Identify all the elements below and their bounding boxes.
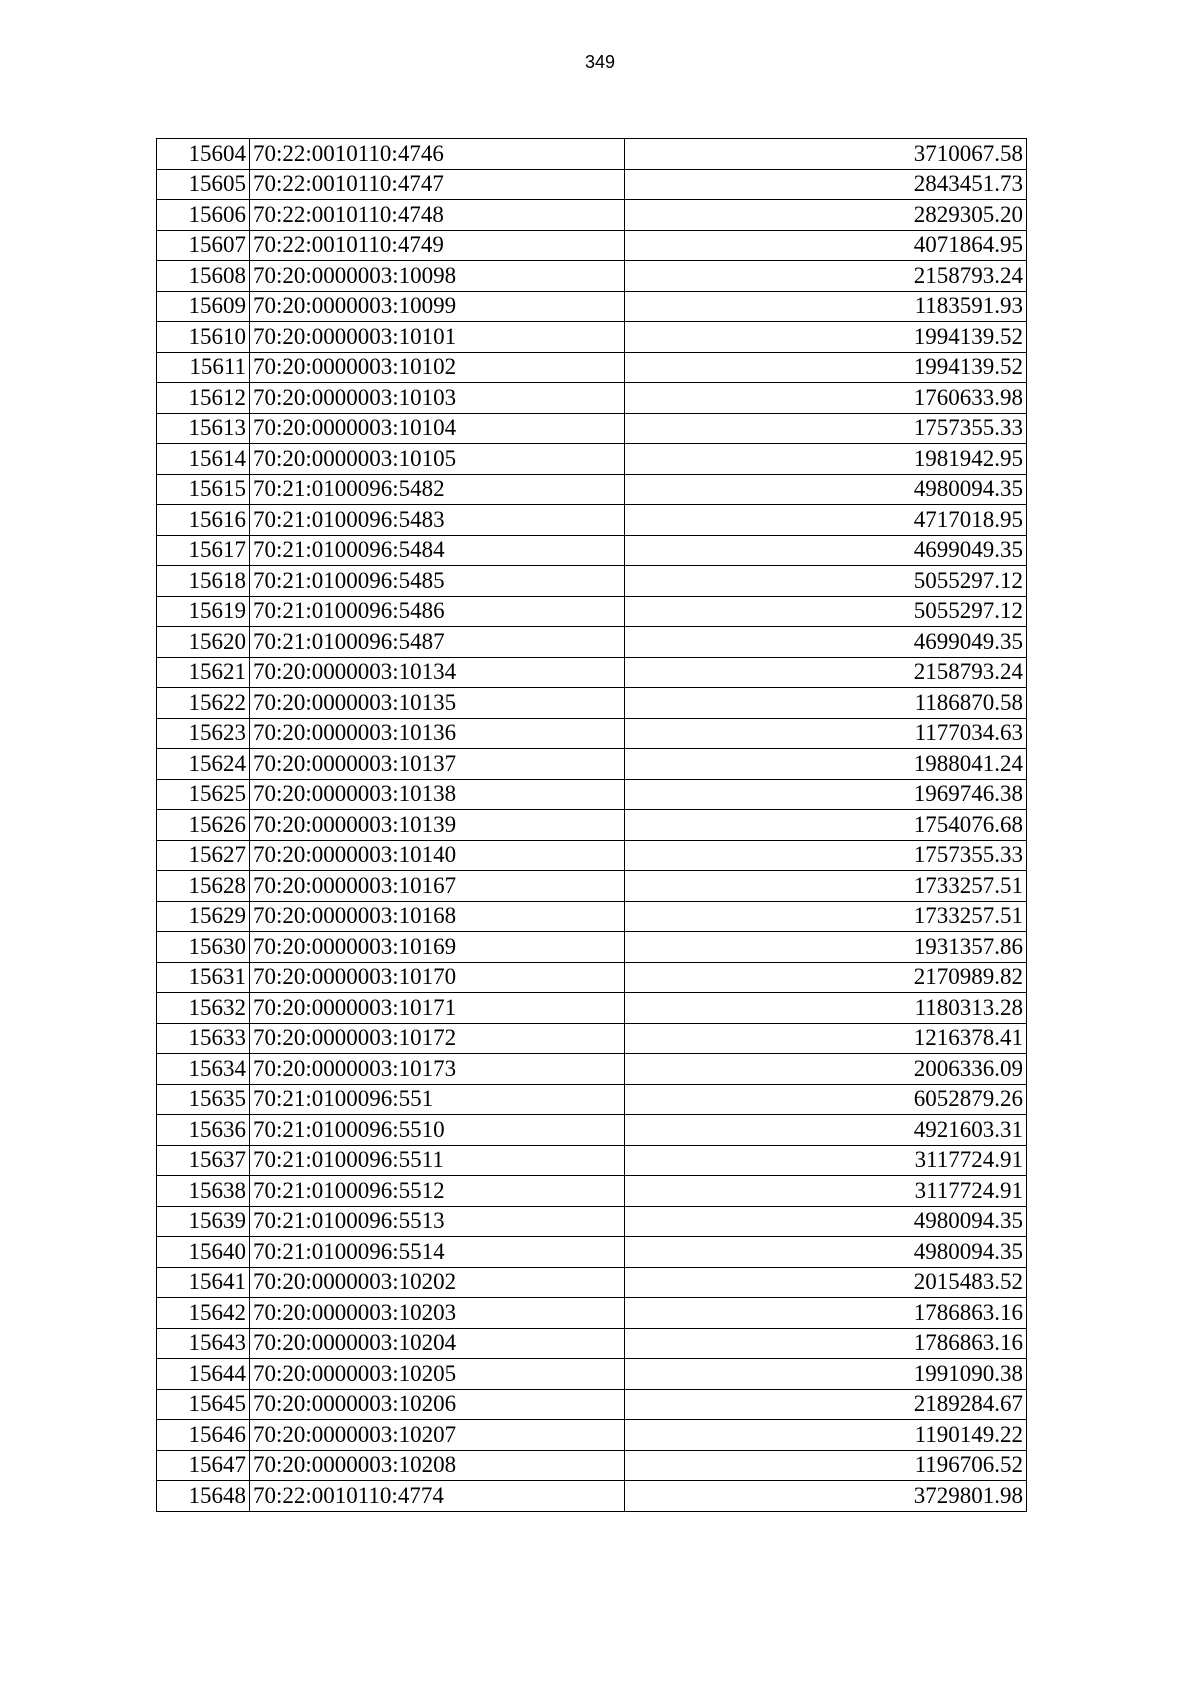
cadastral-number-cell: 70:21:0100096:5511: [250, 1145, 625, 1176]
cadastral-number-cell: 70:20:0000003:10138: [250, 779, 625, 810]
cadastral-value-cell: 1786863.16: [625, 1328, 1027, 1359]
row-number-cell: 15631: [157, 962, 250, 993]
cadastral-number-cell: 70:22:0010110:4774: [250, 1481, 625, 1512]
table-row: [157, 1206, 1027, 1237]
row-number-cell: 15628: [157, 871, 250, 902]
cadastral-number-cell: 70:20:0000003:10139: [250, 810, 625, 841]
table-row: [157, 261, 1027, 292]
table-row: [157, 688, 1027, 719]
row-number-cell: 15616: [157, 505, 250, 536]
table-row: [157, 1267, 1027, 1298]
cadastral-value-cell: 4980094.35: [625, 1206, 1027, 1237]
row-number-cell: 15635: [157, 1084, 250, 1115]
table-row: [157, 1450, 1027, 1481]
row-number-cell: 15621: [157, 657, 250, 688]
cadastral-value-cell: 1180313.28: [625, 993, 1027, 1024]
row-number-cell: 15643: [157, 1328, 250, 1359]
table-row: [157, 200, 1027, 231]
cadastral-number-cell: 70:22:0010110:4746: [250, 139, 625, 170]
cadastral-number-cell: 70:21:0100096:5513: [250, 1206, 625, 1237]
table-row: [157, 749, 1027, 780]
cadastral-value-cell: 1733257.51: [625, 871, 1027, 902]
row-number-cell: 15645: [157, 1389, 250, 1420]
row-number-cell: 15629: [157, 901, 250, 932]
cadastral-value-cell: 1969746.38: [625, 779, 1027, 810]
table-row: [157, 840, 1027, 871]
table-row: [157, 1054, 1027, 1085]
row-number-cell: 15614: [157, 444, 250, 475]
table-row: [157, 505, 1027, 536]
row-number-cell: 15606: [157, 200, 250, 231]
cadastral-value-cell: 4717018.95: [625, 505, 1027, 536]
row-number-cell: 15636: [157, 1115, 250, 1146]
row-number-cell: 15620: [157, 627, 250, 658]
cadastral-value-cell: 1733257.51: [625, 901, 1027, 932]
cadastral-number-cell: 70:20:0000003:10206: [250, 1389, 625, 1420]
cadastral-number-cell: 70:20:0000003:10103: [250, 383, 625, 414]
cadastral-number-cell: 70:20:0000003:10167: [250, 871, 625, 902]
cadastral-number-cell: 70:20:0000003:10101: [250, 322, 625, 353]
cadastral-value-cell: 3117724.91: [625, 1176, 1027, 1207]
row-number-cell: 15622: [157, 688, 250, 719]
cadastral-value-cell: 2829305.20: [625, 200, 1027, 231]
table-row: [157, 901, 1027, 932]
row-number-cell: 15624: [157, 749, 250, 780]
row-number-cell: 15623: [157, 718, 250, 749]
cadastral-number-cell: 70:20:0000003:10098: [250, 261, 625, 292]
cadastral-number-cell: 70:20:0000003:10137: [250, 749, 625, 780]
cadastral-number-cell: 70:20:0000003:10099: [250, 291, 625, 322]
row-number-cell: 15640: [157, 1237, 250, 1268]
cadastral-value-cell: 2843451.73: [625, 169, 1027, 200]
table-row: [157, 657, 1027, 688]
cadastral-number-cell: 70:21:0100096:5512: [250, 1176, 625, 1207]
table-row: [157, 1176, 1027, 1207]
row-number-cell: 15626: [157, 810, 250, 841]
table-row: [157, 322, 1027, 353]
table-row: [157, 1084, 1027, 1115]
cadastral-value-cell: 3729801.98: [625, 1481, 1027, 1512]
cadastral-value-cell: 1760633.98: [625, 383, 1027, 414]
cadastral-number-cell: 70:20:0000003:10202: [250, 1267, 625, 1298]
table-row: [157, 1298, 1027, 1329]
cadastral-number-cell: 70:20:0000003:10102: [250, 352, 625, 383]
table-row: [157, 779, 1027, 810]
table-row: [157, 962, 1027, 993]
row-number-cell: 15630: [157, 932, 250, 963]
cadastral-value-cell: 2170989.82: [625, 962, 1027, 993]
cadastral-number-cell: 70:21:0100096:5482: [250, 474, 625, 505]
cadastral-number-cell: 70:21:0100096:5483: [250, 505, 625, 536]
cadastral-value-table: [156, 138, 1027, 1512]
row-number-cell: 15642: [157, 1298, 250, 1329]
cadastral-number-cell: 70:21:0100096:5486: [250, 596, 625, 627]
cadastral-value-cell: 1754076.68: [625, 810, 1027, 841]
cadastral-number-cell: 70:20:0000003:10203: [250, 1298, 625, 1329]
cadastral-number-cell: 70:20:0000003:10208: [250, 1450, 625, 1481]
cadastral-value-cell: 1186870.58: [625, 688, 1027, 719]
cadastral-number-cell: 70:21:0100096:5485: [250, 566, 625, 597]
cadastral-value-cell: 4980094.35: [625, 1237, 1027, 1268]
page-number: 349: [584, 52, 616, 72]
cadastral-number-cell: 70:20:0000003:10205: [250, 1359, 625, 1390]
row-number-cell: 15610: [157, 322, 250, 353]
cadastral-number-cell: 70:21:0100096:5484: [250, 535, 625, 566]
table-row: [157, 230, 1027, 261]
cadastral-number-cell: 70:20:0000003:10168: [250, 901, 625, 932]
cadastral-number-cell: 70:20:0000003:10105: [250, 444, 625, 475]
table-row: [157, 596, 1027, 627]
cadastral-value-cell: 5055297.12: [625, 566, 1027, 597]
table-row: [157, 627, 1027, 658]
table-row: [157, 1115, 1027, 1146]
row-number-cell: 15641: [157, 1267, 250, 1298]
cadastral-number-cell: 70:22:0010110:4747: [250, 169, 625, 200]
table-row: [157, 1359, 1027, 1390]
cadastral-number-cell: 70:20:0000003:10207: [250, 1420, 625, 1451]
table-row: [157, 871, 1027, 902]
table-row: [157, 169, 1027, 200]
cadastral-value-cell: 4699049.35: [625, 535, 1027, 566]
cadastral-value-cell: 1190149.22: [625, 1420, 1027, 1451]
row-number-cell: 15632: [157, 993, 250, 1024]
table-row: [157, 810, 1027, 841]
cadastral-number-cell: 70:20:0000003:10169: [250, 932, 625, 963]
table-row: [157, 139, 1027, 170]
row-number-cell: 15647: [157, 1450, 250, 1481]
cadastral-number-cell: 70:20:0000003:10170: [250, 962, 625, 993]
cadastral-value-cell: 1991090.38: [625, 1359, 1027, 1390]
cadastral-number-cell: 70:20:0000003:10173: [250, 1054, 625, 1085]
cadastral-number-cell: 70:20:0000003:10135: [250, 688, 625, 719]
cadastral-value-cell: 3710067.58: [625, 139, 1027, 170]
table-row: [157, 474, 1027, 505]
row-number-cell: 15625: [157, 779, 250, 810]
cadastral-number-cell: 70:21:0100096:5514: [250, 1237, 625, 1268]
cadastral-value-cell: 3117724.91: [625, 1145, 1027, 1176]
cadastral-number-cell: 70:22:0010110:4749: [250, 230, 625, 261]
cadastral-value-cell: 1757355.33: [625, 413, 1027, 444]
table-row: [157, 718, 1027, 749]
cadastral-number-cell: 70:20:0000003:10134: [250, 657, 625, 688]
cadastral-value-cell: 6052879.26: [625, 1084, 1027, 1115]
table-row: [157, 291, 1027, 322]
table-row: [157, 1420, 1027, 1451]
table-row: [157, 932, 1027, 963]
cadastral-value-cell: 1183591.93: [625, 291, 1027, 322]
table-row: [157, 444, 1027, 475]
cadastral-value-cell: 1981942.95: [625, 444, 1027, 475]
table-row: [157, 383, 1027, 414]
table-row: [157, 1389, 1027, 1420]
row-number-cell: 15639: [157, 1206, 250, 1237]
cadastral-value-cell: 4921603.31: [625, 1115, 1027, 1146]
row-number-cell: 15609: [157, 291, 250, 322]
row-number-cell: 15617: [157, 535, 250, 566]
cadastral-value-cell: 5055297.12: [625, 596, 1027, 627]
row-number-cell: 15619: [157, 596, 250, 627]
row-number-cell: 15638: [157, 1176, 250, 1207]
table-row: [157, 566, 1027, 597]
cadastral-number-cell: 70:20:0000003:10140: [250, 840, 625, 871]
row-number-cell: 15613: [157, 413, 250, 444]
row-number-cell: 15615: [157, 474, 250, 505]
cadastral-value-cell: 1994139.52: [625, 352, 1027, 383]
cadastral-value-cell: 1177034.63: [625, 718, 1027, 749]
row-number-cell: 15646: [157, 1420, 250, 1451]
cadastral-value-cell: 1786863.16: [625, 1298, 1027, 1329]
cadastral-value-cell: 2158793.24: [625, 261, 1027, 292]
cadastral-value-cell: 1216378.41: [625, 1023, 1027, 1054]
row-number-cell: 15637: [157, 1145, 250, 1176]
row-number-cell: 15607: [157, 230, 250, 261]
row-number-cell: 15612: [157, 383, 250, 414]
row-number-cell: 15634: [157, 1054, 250, 1085]
row-number-cell: 15644: [157, 1359, 250, 1390]
cadastral-number-cell: 70:21:0100096:5510: [250, 1115, 625, 1146]
table-row: [157, 413, 1027, 444]
cadastral-number-cell: 70:20:0000003:10171: [250, 993, 625, 1024]
cadastral-number-cell: 70:20:0000003:10104: [250, 413, 625, 444]
cadastral-number-cell: 70:20:0000003:10136: [250, 718, 625, 749]
cadastral-value-cell: 4699049.35: [625, 627, 1027, 658]
row-number-cell: 15633: [157, 1023, 250, 1054]
cadastral-value-cell: 2006336.09: [625, 1054, 1027, 1085]
cadastral-number-cell: 70:21:0100096:5487: [250, 627, 625, 658]
table-row: [157, 1237, 1027, 1268]
cadastral-number-cell: 70:20:0000003:10172: [250, 1023, 625, 1054]
table-row: [157, 535, 1027, 566]
cadastral-value-cell: 4980094.35: [625, 474, 1027, 505]
cadastral-value-cell: 1196706.52: [625, 1450, 1027, 1481]
row-number-cell: 15627: [157, 840, 250, 871]
cadastral-value-cell: 4071864.95: [625, 230, 1027, 261]
cadastral-number-cell: 70:22:0010110:4748: [250, 200, 625, 231]
cadastral-number-cell: 70:21:0100096:551: [250, 1084, 625, 1115]
table-row: [157, 1145, 1027, 1176]
table-row: [157, 1481, 1027, 1512]
cadastral-value-cell: 1757355.33: [625, 840, 1027, 871]
row-number-cell: 15648: [157, 1481, 250, 1512]
cadastral-value-cell: 1988041.24: [625, 749, 1027, 780]
row-number-cell: 15618: [157, 566, 250, 597]
table-row: [157, 993, 1027, 1024]
table-row: [157, 352, 1027, 383]
cadastral-value-cell: 2015483.52: [625, 1267, 1027, 1298]
cadastral-value-cell: 2158793.24: [625, 657, 1027, 688]
table-body: [157, 139, 1027, 1512]
table-row: [157, 1328, 1027, 1359]
row-number-cell: 15604: [157, 139, 250, 170]
cadastral-value-cell: 1994139.52: [625, 322, 1027, 353]
cadastral-value-cell: 1931357.86: [625, 932, 1027, 963]
cadastral-number-cell: 70:20:0000003:10204: [250, 1328, 625, 1359]
row-number-cell: 15611: [157, 352, 250, 383]
row-number-cell: 15608: [157, 261, 250, 292]
cadastral-value-cell: 2189284.67: [625, 1389, 1027, 1420]
row-number-cell: 15605: [157, 169, 250, 200]
table-row: [157, 1023, 1027, 1054]
